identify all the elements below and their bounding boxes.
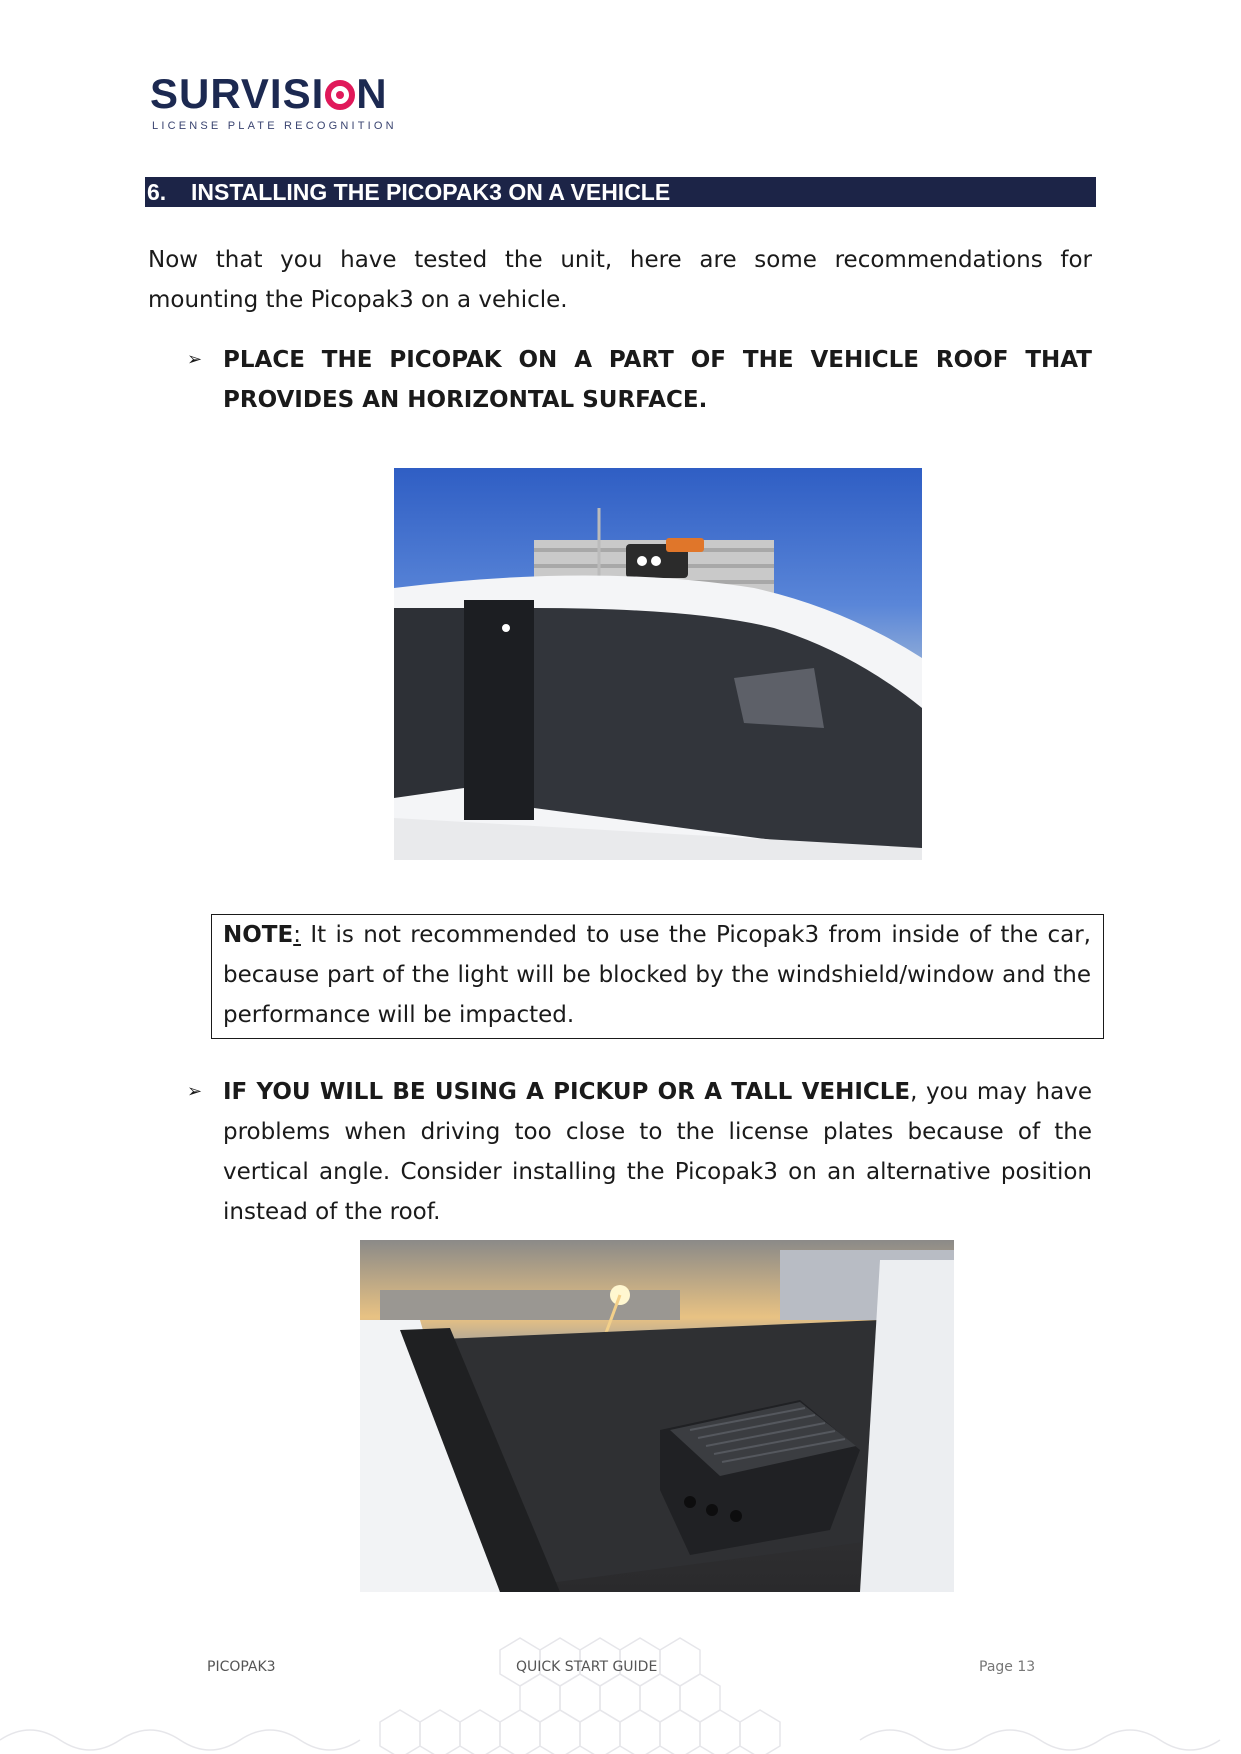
footer-document-title: QUICK START GUIDE: [516, 1659, 658, 1675]
bullet-arrow-icon: ➢: [187, 349, 203, 370]
logo-tagline: LICENSE PLATE RECOGNITION: [152, 120, 397, 132]
bullet-arrow-icon: ➢: [187, 1081, 203, 1102]
hexagon-pattern-decoration: [0, 1610, 1241, 1754]
recommendation-tall-vehicle-body: , you may have problems when driving too close to the license plates because of the vertical angle. Consider installing the Picopak3 on an alternative position instead of the roof.: [223, 1079, 1092, 1225]
section-heading: [145, 177, 1096, 207]
logo-wordmark: SURVISI N: [150, 70, 388, 117]
note-colon: :: [293, 922, 301, 948]
pickup-bed-illustration: [360, 1240, 954, 1592]
section-title: INSTALLING THE PICOPAK3 ON A VEHICLE: [191, 179, 671, 205]
footer-page-number: Page 13: [979, 1659, 1036, 1675]
car-roof-illustration: [394, 468, 922, 860]
recommendation-roof: PLACE THE PICOPAK ON A PART OF THE VEHICLE ROOF THAT PROVIDES AN HORIZONTAL SURFACE.: [223, 347, 1092, 413]
section-number: 6.: [147, 179, 167, 205]
note-text: It is not recommended to use the Picopak3 from inside of the car, because part of the light will be blocked by the windshield/window and the performance will be impacted.: [223, 922, 1091, 1028]
car-roof-photo: [394, 468, 922, 860]
note-label: NOTE: [223, 922, 294, 948]
pickup-bed-photo: [360, 1240, 954, 1592]
recommendation-tall-vehicle-heading: IF YOU WILL BE USING A PICKUP OR A TALL VEHICLE: [223, 1079, 911, 1105]
camera-lens-icon: [325, 80, 355, 110]
survision-logo: [150, 72, 410, 132]
intro-paragraph: Now that you have tested the unit, here are some recommendations for mounting the Picopak3 on a vehicle.: [148, 247, 1092, 313]
recommendation-tall-vehicle: [223, 1072, 1092, 1232]
footer-product-name: PICOPAK3: [207, 1659, 276, 1675]
note-callout: [211, 914, 1104, 1039]
